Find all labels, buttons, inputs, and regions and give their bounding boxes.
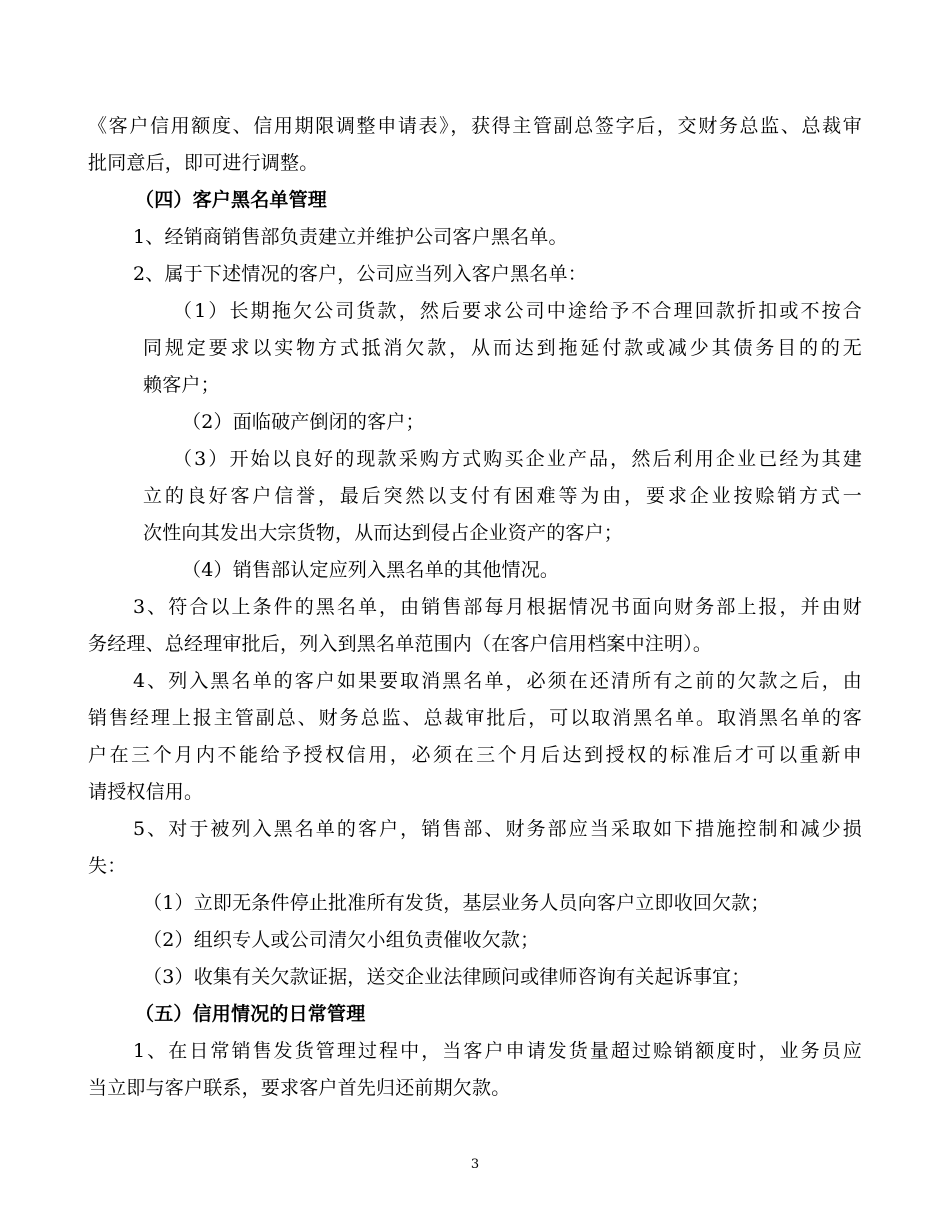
paragraph-line-17: 销售经理上报主管副总、财务总监、总裁审批后，可以取消黑名单。取消黑名单的客	[88, 707, 862, 729]
paragraph-line-4: 1、经销商销售部负责建立并维护公司客户黑名单。	[133, 226, 568, 248]
paragraph-line-10: （3）开始以良好的现款采购方式购买企业产品，然后利用企业已经为其建	[173, 448, 862, 470]
paragraph-line-19: 请授权信用。	[88, 781, 204, 803]
paragraph-line-12: 次性向其发出大宗货物，从而达到侵占企业资产的客户；	[143, 522, 624, 544]
paragraph-line-14: 3、符合以上条件的黑名单，由销售部每月根据情况书面向财务部上报，并由财	[133, 596, 862, 618]
page-number: 3	[470, 1157, 480, 1172]
paragraph-line-21: 失：	[88, 855, 127, 877]
paragraph-line-16: 4、列入黑名单的客户如果要取消黑名单，必须在还清所有之前的欠款之后，由	[133, 670, 862, 692]
paragraph-line-22: （1）立即无条件停止批准所有发货，基层业务人员向客户立即收回欠款；	[143, 892, 770, 914]
paragraph-line-20: 5、对于被列入黑名单的客户，销售部、财务部应当采取如下措施控制和减少损	[133, 818, 862, 840]
paragraph-line-27: 当立即与客户联系，要求客户首先归还前期欠款。	[88, 1077, 511, 1099]
paragraph-line-9: （2）面临破产倒闭的客户；	[182, 411, 425, 433]
paragraph-line-13: （4）销售部认定应列入黑名单的其他情况。	[182, 559, 560, 581]
paragraph-line-26: 1、在日常销售发货管理过程中，当客户申请发货量超过赊销额度时，业务员应	[133, 1040, 862, 1062]
paragraph-line-6: （1）长期拖欠公司货款，然后要求公司中途给予不合理回款折扣或不按合	[173, 300, 862, 322]
paragraph-line-24: （3）收集有关欠款证据，送交企业法律顾问或律师咨询有关起诉事宜；	[143, 966, 751, 988]
paragraph-line-18: 户在三个月内不能给予授权信用，必须在三个月后达到授权的标准后才可以重新申	[88, 744, 862, 766]
paragraph-line-8: 赖客户；	[143, 374, 220, 396]
paragraph-line-23: （2）组织专人或公司清欠小组负责催收欠款；	[143, 929, 540, 951]
paragraph-line-2: 批同意后，即可进行调整。	[88, 152, 319, 174]
paragraph-line-7: 同规定要求以实物方式抵消欠款，从而达到拖延付款或减少其债务目的的无	[143, 337, 862, 359]
paragraph-line-11: 立的良好客户信誉，最后突然以支付有困难等为由，要求企业按赊销方式一	[143, 485, 862, 507]
paragraph-line-1: 《客户信用额度、信用期限调整申请表》，获得主管副总签字后，交财务总监、总裁审	[88, 115, 862, 137]
section-heading-daily-credit: （五）信用情况的日常管理	[135, 1003, 366, 1025]
paragraph-line-15: 务经理、总经理审批后，列入到黑名单范围内（在客户信用档案中注明）。	[88, 633, 713, 655]
paragraph-line-5: 2、属于下述情况的客户，公司应当列入客户黑名单：	[133, 263, 587, 285]
section-heading-blacklist: （四）客户黑名单管理	[135, 189, 328, 211]
